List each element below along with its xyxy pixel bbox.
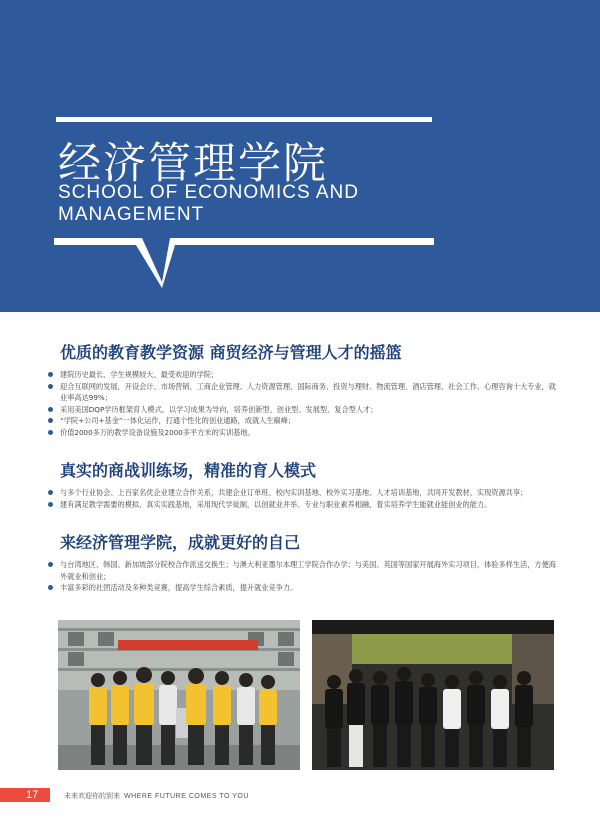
list-item: 价值2000多万的教学设备设施及2000多平方米的实训基地。 bbox=[46, 427, 556, 439]
page-number-tab bbox=[0, 788, 50, 802]
footer-slogan-en: WHERE FUTURE COMES TO YOU bbox=[124, 793, 249, 800]
list-item: 建有满足教学需要的模拟、真实实践基地，采用现代学徒制，以创就业并举、专业与职业素养相融，着实培养学生能就业能创业的能力。 bbox=[46, 499, 556, 511]
photo-outdoor-illustration bbox=[58, 620, 300, 770]
bullet-list bbox=[46, 487, 556, 510]
title-chinese: 经济管理学院 bbox=[58, 139, 328, 189]
header-banner bbox=[0, 0, 600, 312]
section-training bbox=[46, 458, 556, 510]
speech-bubble-icon bbox=[54, 234, 434, 288]
photo-indoor-illustration bbox=[312, 620, 554, 770]
photo-indoor-group bbox=[312, 620, 554, 770]
section-future bbox=[46, 530, 556, 594]
footer-slogan-cn: 未来欢迎你的到来 bbox=[64, 792, 120, 800]
section-title: 真实的商战训练场，精准的育人模式 bbox=[60, 461, 317, 480]
section-title: 优质的教育教学资源 商贸经济与管理人才的摇篮 bbox=[60, 343, 402, 362]
bullet-list bbox=[46, 369, 556, 439]
footer-slogan bbox=[64, 791, 249, 801]
list-item: 与台湾地区、韩国、新加坡部分院校合作派送交换生；与澳大利亚墨尔本理工学院合作办学；与美国、英国等国家开展海外实习项目，体验多样生活，方便海外就业和创业； bbox=[46, 559, 556, 582]
title-english: SCHOOL OF ECONOMICS AND MANAGEMENT bbox=[58, 182, 359, 225]
list-item: 丰富多彩的社团活动及多种类竞赛，提高学生综合素质，提升就业竞争力。 bbox=[46, 582, 556, 594]
bullet-list bbox=[46, 559, 556, 594]
list-item: 建院历史最长、学生规模较大、最受欢迎的学院； bbox=[46, 369, 556, 381]
banner-top-rule bbox=[56, 117, 432, 122]
list-item: 采用美国DQP学历框架育人模式，以学习成果为导向，培养创新型、创业型、发展型、复合型人才； bbox=[46, 404, 556, 416]
list-item: 迎合互联网的发展，开设会计、市场营销、工商企业管理、人力资源管理、国际商务、投资与理财、物流管理、酒店管理、社会工作、心理咨询十大专业，就业率高达99%； bbox=[46, 381, 556, 404]
section-resources bbox=[46, 340, 556, 439]
section-title: 来经济管理学院，成就更好的自己 bbox=[60, 533, 301, 552]
photo-outdoor-group bbox=[58, 620, 300, 770]
page-number: 17 bbox=[26, 789, 39, 801]
list-item: “学院+公司+基金”一体化运作，打通个性化的创业通路，成就人生巅峰； bbox=[46, 415, 556, 427]
list-item: 与多个行业协会、上百家名优企业建立合作关系，共建企业订单班、校内实训基地、校外实习基地、人才培训基地，共同开发教材，实现资源共享； bbox=[46, 487, 556, 499]
